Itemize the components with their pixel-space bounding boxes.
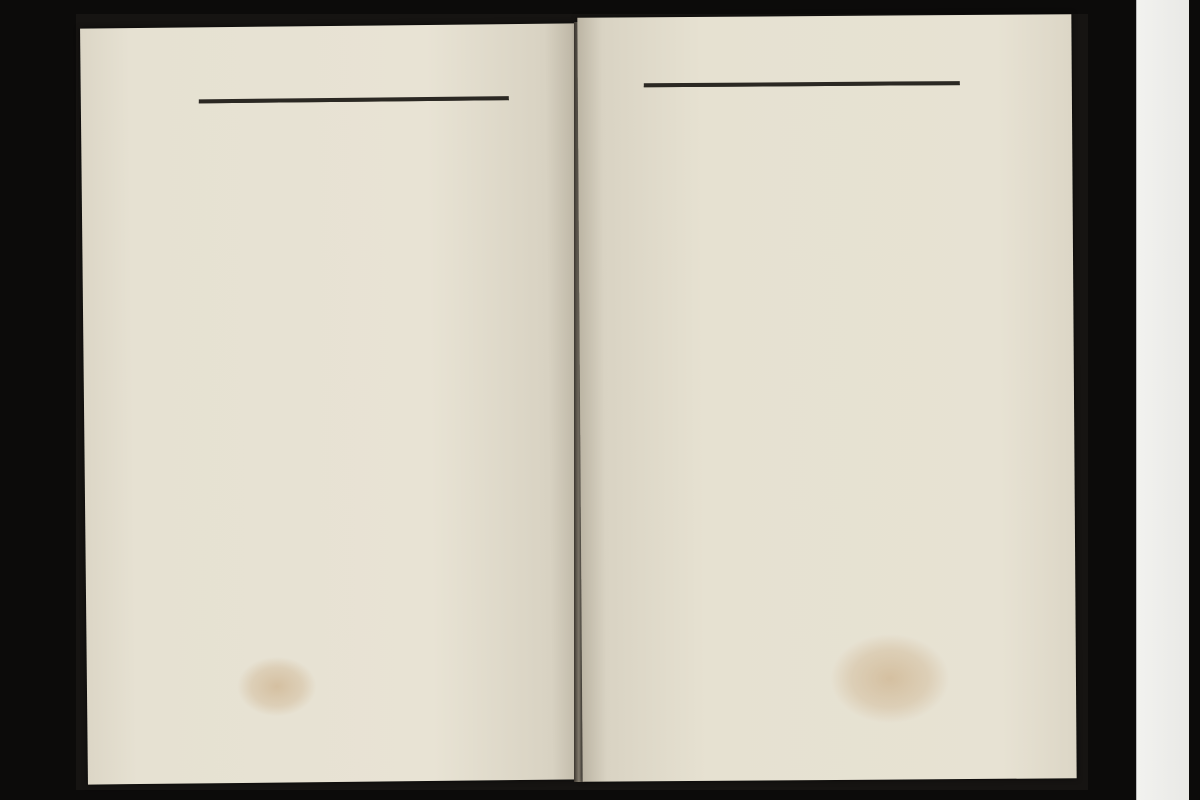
right-running-head bbox=[578, 62, 1072, 95]
stain bbox=[830, 633, 951, 724]
measuring-ruler bbox=[1136, 0, 1189, 800]
right-page bbox=[577, 14, 1076, 781]
stain bbox=[237, 656, 318, 717]
left-page bbox=[80, 23, 582, 784]
left-body-text bbox=[229, 106, 529, 109]
right-dialogue bbox=[644, 181, 964, 183]
ruler-ticks bbox=[1137, 0, 1189, 800]
